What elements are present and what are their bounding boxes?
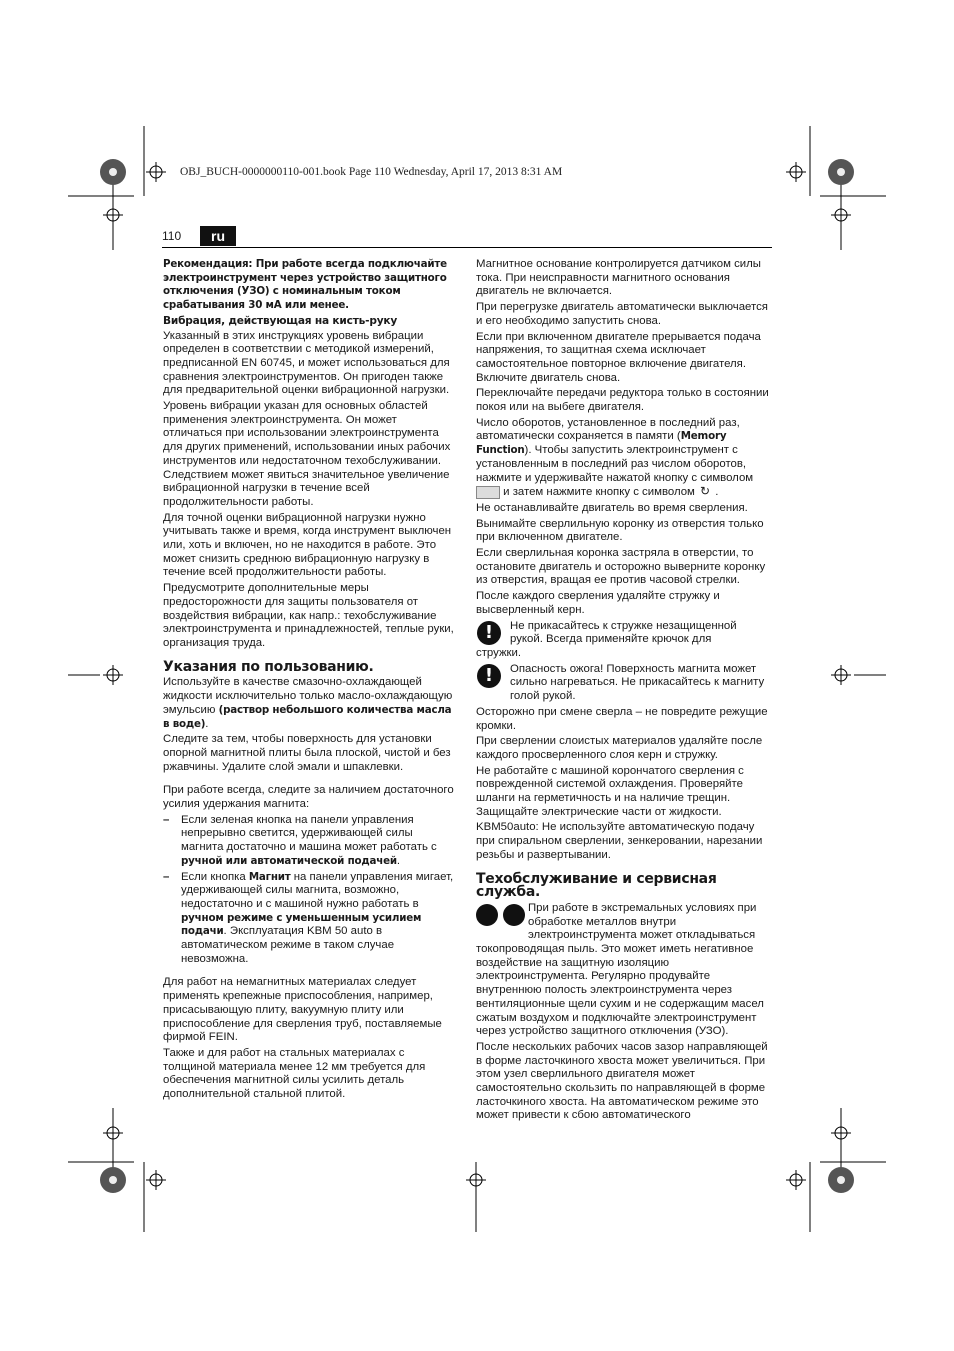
paragraph: После каждого сверления удаляйте стружку и высверленный керн.: [476, 590, 720, 616]
usage-paragraph: При работе всегда, следите за наличием достаточного усилия удержания магнита:: [163, 784, 454, 811]
warning-note: ! Не прикасайтесь к стружке незащищенной рукой. Всегда применяйте крючок для стружки.: [476, 619, 737, 659]
paragraph: Если при включенном двигателе прерывается подача напряжения, то защитная схема исключает самостоятельное повторное включение двигателя. Включите двигатель снова.: [476, 330, 761, 384]
header-rule: [162, 247, 772, 248]
vibration-paragraph: Указанный в этих инструкциях уровень вибрации определен в соответствии с методикой измерений, предписанной EN 60745, и может использоваться для сравнения электроинструментов. Он пригоден также для предварительной оценки вибрационной нагрузки.: [163, 329, 450, 397]
list-item: – Если зеленая кнопка на панели управления непрерывно светится, удерживающей силы магнита достаточно и машина может работать с ручной или автоматической подачей.: [163, 813, 437, 867]
usage-paragraph: Для работ на немагнитных материалах следует применять крепежные приспособления, например, присасывающую плиту, вакуумную плиту или приспособление для сверления труб, поставляемые фирмой FEIN.: [163, 976, 442, 1044]
warning-note: ! Опасность ожога! Поверхность магнита может сильно нагреваться. Не прикасайтесь к магниту голой рукой.: [476, 663, 772, 704]
recommendation: Рекомендация: При работе всегда подключайте электроинструмент через устройство защитного отключения (УЗО) с номинальным током срабатывания 30 мА или менее.: [163, 258, 447, 312]
usage-paragraph: Используйте в качестве смазочно-охлаждающей жидкости исключительно только масло-охлаждающую эмульсию (раствор небольшого количества масла в воде).: [163, 676, 453, 730]
vibration-heading: Вибрация, действующая на кисть-руку: [163, 314, 398, 327]
memory-function-paragraph: Число оборотов, установленное в последний раз, автоматически сохраняется в памяти (Memory Function). Чтобы запустить электроинструмент с установленным в последний раз числом оборотов, нажмите и удерживайте нажатой кнопку с символом и затем нажмите кнопку с символом ↻ .: [476, 416, 754, 499]
service-note: При работе в экстремальных условиях при обработке металлов внутри электроинструмента может откладываться: [476, 902, 772, 943]
paragraph: токопроводящая пыль. Это может иметь негативное воздействие на защитную изоляцию электроинструмента. Регулярно продувайте внутреннюю полость электроинструмента через вентиляционные щели сухим и не содержащим масел сжатым воздухом и подключайте электроинструмент через устройство защитного отключения (УЗО).: [476, 943, 764, 1038]
vibration-paragraph: Уровень вибрации указан для основных областей применения электроинструмента. Он может отличаться при использовании электроинструмента для других применений, использовании иных рабочих инструментов или недостаточном техобслуживании. Следствием может явиться значительное увеличение вибрационной нагрузки в течение всей продолжительности работы.: [163, 400, 451, 508]
paragraph: Вынимайте сверлильную коронку из отверстия только при включенном двигателе.: [476, 517, 764, 544]
cycle-arrow-icon: ↻: [700, 484, 711, 499]
language-badge: ru: [200, 226, 236, 246]
vibration-paragraph: Для точной оценки вибрационной нагрузки нужно учитывать также и время, когда инструмент выключен или, хоть и включен, но не находится в работе. Это может снизить среднюю вибрационную нагрузку в течение всей продолжительности работы.: [163, 511, 452, 579]
right-column: [476, 258, 772, 1125]
eye-protection-icon: [476, 904, 498, 926]
usage-paragraph: Также и для работ на стальных материалах с толщиной материала менее 12 мм требуется для обеспечения магнитной силы усилить деталь дополнительной стальной плитой.: [163, 1046, 426, 1101]
paragraph: KBM50auto: Не используйте автоматическую подачу при спиральном сверлении, зенкеровании, нарезании резьбы и развертывании.: [476, 821, 763, 861]
rcd-plug-icon: [503, 904, 525, 926]
usage-paragraph: Следите за тем, чтобы поверхность для установки опорной магнитной плиты была плоской, чистой и без ржавчины. Удалите слой эмали и шпаклевки.: [163, 733, 451, 773]
page-number: 110: [162, 229, 182, 243]
book-info: OBJ_BUCH-0000000110-001.book Page 110 Wednesday, April 17, 2013 8:31 AM: [180, 166, 563, 178]
left-column: [163, 258, 455, 1104]
warning-icon: !: [477, 621, 501, 645]
paragraph: При перегрузке двигатель автоматически выключается и его необходимо запустить снова.: [476, 301, 768, 327]
usage-heading: Указания по пользованию.: [163, 658, 374, 675]
warning-icon: !: [477, 664, 501, 688]
paragraph: Переключайте передачи редуктора только в состоянии покоя или на выбеге двигателя.: [476, 387, 769, 414]
paragraph: Магнитное основание контролируется датчиком силы тока. При неисправности магнитного основания двигатель не включается.: [476, 258, 761, 298]
paragraph: Не останавливайте двигатель во время сверления.: [476, 501, 748, 514]
button-symbol-icon: [476, 486, 500, 499]
vibration-paragraph: Предусмотрите дополнительные меры предосторожности для защиты пользователя от воздействия вибрации, как напр.: техобслуживание электроинструмента и принадлежностей, теплые руки, организация труда.: [163, 582, 454, 649]
paragraph: Осторожно при смене сверла – не повредите режущие кромки.: [476, 705, 768, 732]
paragraph: Если сверлильная коронка застряла в отверстии, то остановите двигатель и осторожно выверните коронку из отверстия, вращая ее против часовой стрелки.: [476, 547, 766, 587]
service-heading: Техобслуживание и сервисная служба.: [476, 870, 717, 901]
paragraph: При сверлении слоистых материалов удаляйте после каждого просверленного слоя керн и стружку.: [476, 735, 763, 761]
paragraph: После нескольких рабочих часов зазор направляющей в форме ласточкиного хвоста может увеличиться. При этом узел сверлильного двигателя может самостоятельно скользить по направляющей в форме ласточкиного хвоста. На автоматическом режиме это может привести к сбою автоматического: [476, 1040, 768, 1122]
list-item: – Если кнопка Магнит на панели управления мигает, удерживающей силы магнита, возможно, недостаточно и с машиной нужно работать в ручном режиме с уменьшенным усилием подачи. Эксплуатация KBM 50 auto в автоматическом режиме в таком случае невозможна.: [163, 870, 454, 965]
paragraph: Не работайте с машиной корончатого сверления с поврежденной системой охлаждения. Проверяйте шланги на герметичность и на наличие трещин. Защищайте электрические части от жидкости.: [476, 764, 744, 818]
